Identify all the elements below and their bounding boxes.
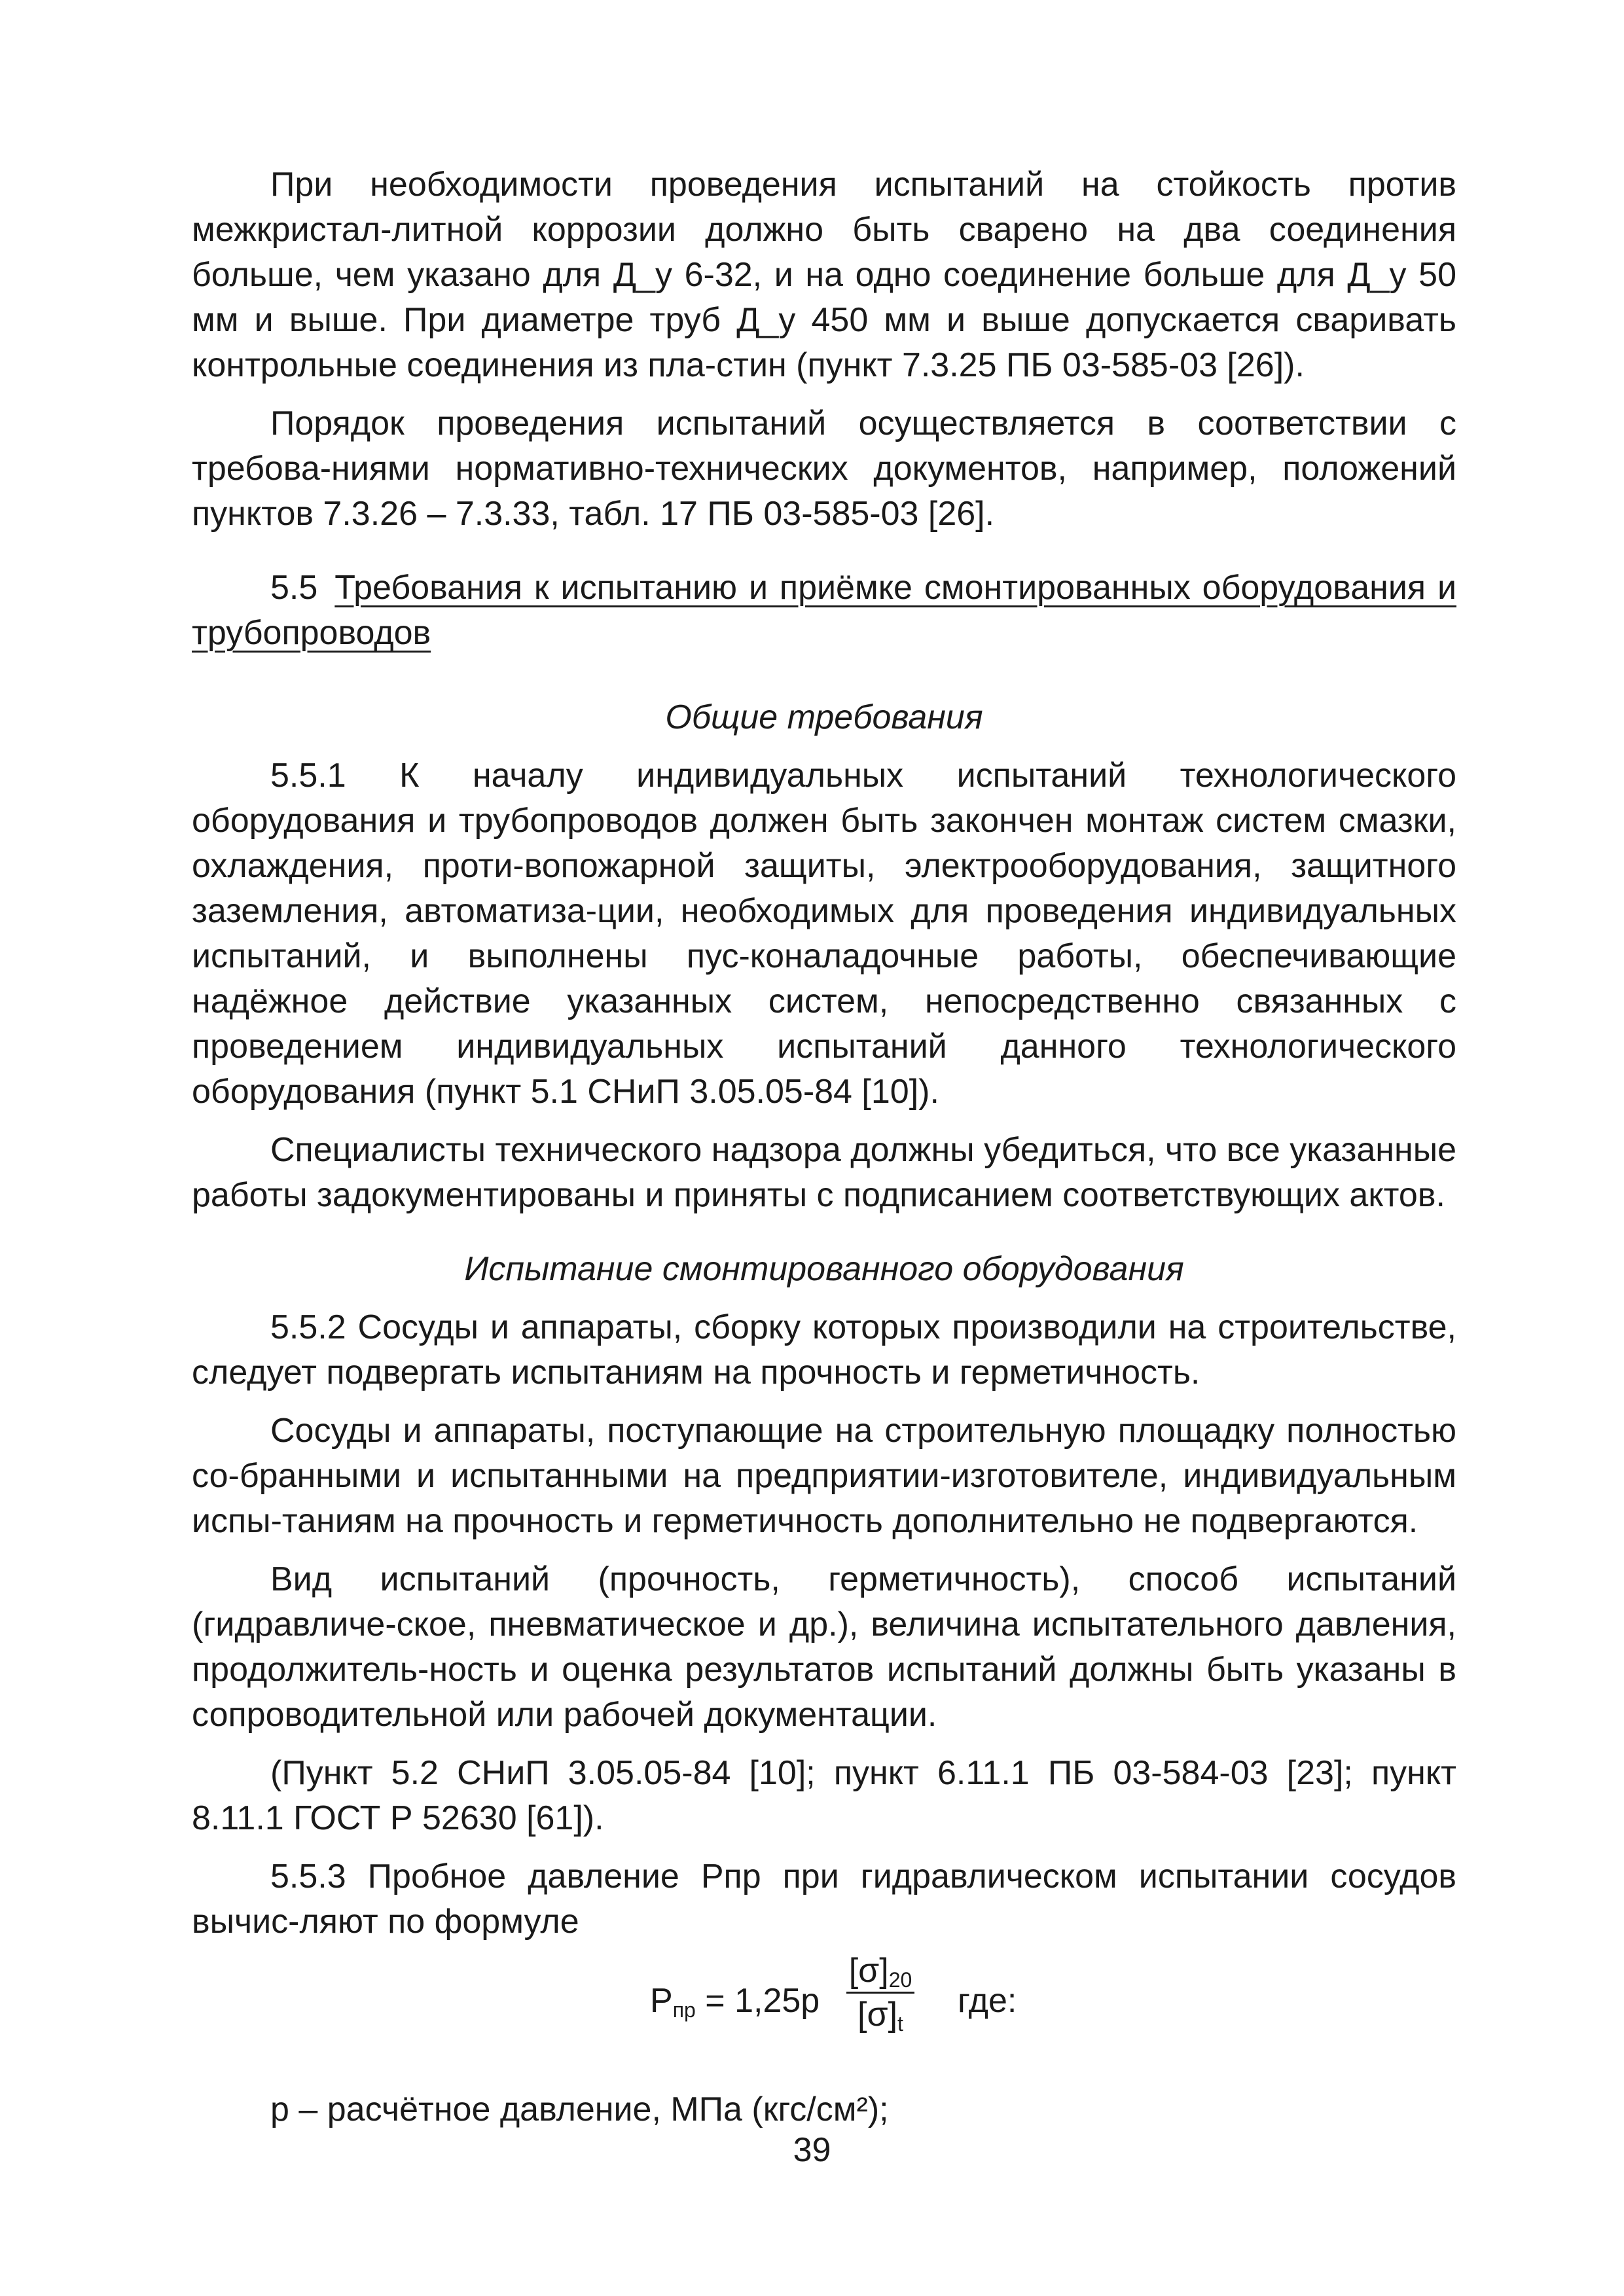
formula-where: где: [958,1982,1017,2020]
formula-fraction [846,1951,914,2034]
section-heading [192,565,1456,656]
paragraph-design-pressure: р – расчётное давление, МПа (кгс/см²); [270,2090,889,2128]
paragraph-5-5-1: 5.5.1 К началу индивидуальных испытаний технологического оборудования и трубопроводов должен быть закончен монтаж систем смазки, охлаждения, проти-вопожарной защиты, электрооборудования, защитного заземления, автоматиза-ции, необходимых для проведения индивидуальных испытаний, и выполнены пус-коналадочные работы, обеспечивающие надёжное действие указанных систем, непосредственно связанных с проведением индивидуальных испытаний данного технологического оборудования (пункт 5.1 СНиП 3.05.05-84 [10]). [192,757,1456,1111]
numerator-sigma: [σ] [848,1952,889,1990]
paragraph-test-type: Вид испытаний (прочность, герметичность), способ испытаний (гидравличе-ское, пневматическое и др.), величина испытательного давления, продолжитель-ность и оценка результатов испытаний должны быть указаны в сопроводительной или рабочей документации. [192,1560,1456,1734]
section-title: Требования к испытанию и приёмке смонтированных оборудования и трубопроводов [192,569,1456,652]
formula-p-subscript: пр [672,1998,696,2022]
fraction-bar [846,1992,914,1994]
page-body [192,162,1456,2132]
test-pressure-formula [192,1951,1456,2049]
numerator-subscript: 20 [888,1968,912,1992]
subheading-equipment-testing: Испытание смонтированного оборудования [464,1250,1184,1288]
paragraph-references: (Пункт 5.2 СНиП 3.05.05-84 [10]; пункт 6.11.1 ПБ 03-584-03 [23]; пункт 8.11.1 ГОСТ Р 52630 [61]). [192,1754,1456,1837]
formula-denominator [846,1995,914,2034]
formula-p-symbol: Р [650,1982,673,2020]
subheading-general-requirements: Общие требования [665,698,983,736]
paragraph-intergranular-corrosion: При необходимости проведения испытаний на стойкость против межкристал-литной коррозии должно быть сварено на два соединения больше, чем указано для Д_у 6-32, и на одно соединение больше для Д_у 50 мм и выше. При диаметре труб Д_у 450 мм и выше допускается сваривать контрольные соединения из пла-стин (пункт 7.3.25 ПБ 03-585-03 [26]). [192,166,1456,384]
paragraph-factory-assembled-vessels: Сосуды и аппараты, поступающие на строительную площадку полностью со-бранными и испытанными на предприятии-изготовителе, индивидуальным испы-таниям на прочность и герметичность дополнительно не подвергаются. [192,1412,1456,1540]
denominator-sigma: [σ] [857,1996,898,2034]
page-number: 39 [793,2131,831,2169]
paragraph-5-5-3: 5.5.3 Пробное давление Рпр при гидравлическом испытании сосудов вычис-ляют по формуле [192,1857,1456,1941]
formula-lhs [650,1979,820,2024]
paragraph-supervision-specialists: Специалисты технического надзора должны убедиться, что все указанные работы задокументированы и приняты с подписанием соответствующих актов. [192,1131,1456,1214]
formula-numerator [846,1951,914,1990]
denominator-subscript: t [897,2012,903,2036]
paragraph-5-5-2: 5.5.2 Сосуды и аппараты, сборку которых производили на строительстве, следует подвергать испытаниям на прочность и герметичность. [192,1308,1456,1391]
formula-coefficient: = 1,25р [705,1982,820,2020]
section-number: 5.5 [270,569,318,607]
paragraph-test-procedure: Порядок проведения испытаний осуществляется в соответствии с требова-ниями нормативно-технических документов, например, положений пунктов 7.3.26 – 7.3.33, табл. 17 ПБ 03-585-03 [26]. [192,404,1456,533]
